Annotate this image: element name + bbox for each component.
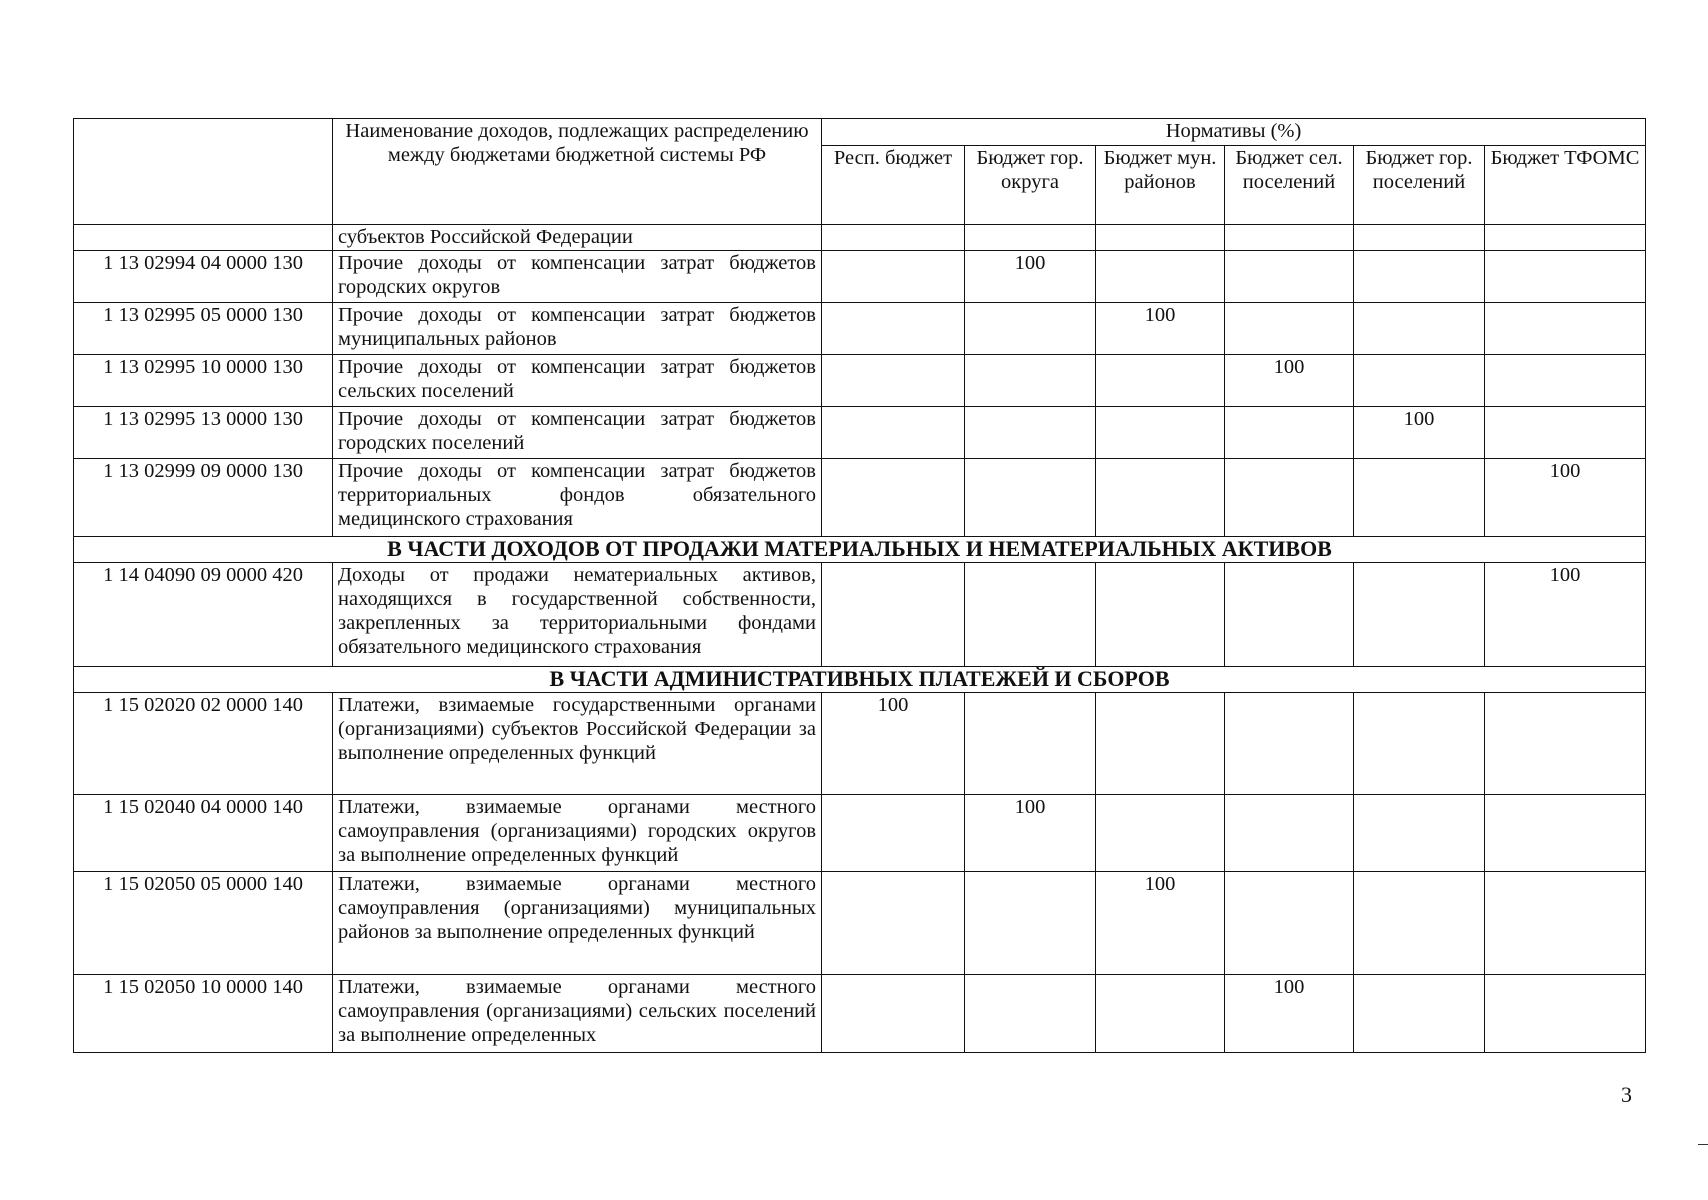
- name-cell: Платежи, взимаемые органами местного самоуправления (организациями) муниципальных районов за выполнение определенных функций: [333, 872, 822, 975]
- section-title: В ЧАСТИ АДМИНИСТРАТИВНЫХ ПЛАТЕЖЕЙ И СБОРОВ: [74, 667, 1646, 693]
- section-row: [74, 537, 1646, 563]
- value-cell: 100: [1096, 872, 1225, 975]
- table-row: [74, 407, 1646, 459]
- section-title: В ЧАСТИ ДОХОДОВ ОТ ПРОДАЖИ МАТЕРИАЛЬНЫХ И НЕМАТЕРИАЛЬНЫХ АКТИВОВ: [74, 537, 1646, 563]
- code-cell: [74, 225, 333, 251]
- code-cell: 1 15 02050 10 0000 140: [74, 975, 333, 1053]
- code-cell: 1 15 02040 04 0000 140: [74, 795, 333, 872]
- value-cell: 100: [822, 693, 965, 795]
- table-row: [74, 459, 1646, 537]
- header-row-1: [74, 119, 1646, 146]
- col-header-tfoms-budget: Бюджет ТФОМС: [1485, 146, 1646, 225]
- name-cell: Платежи, взимаемые органами местного самоуправления (организациями) городских округов за выполнение определенных функций: [333, 795, 822, 872]
- code-header-cell: [74, 119, 333, 225]
- value-cell: 100: [965, 251, 1096, 303]
- value-cell: 100: [1225, 975, 1354, 1053]
- revenue-norms-table: [73, 118, 1646, 1053]
- value-cell: 100: [1485, 459, 1646, 537]
- name-cell: Платежи, взимаемые органами местного самоуправления (организациями) сельских поселений за выполнение определенных: [333, 975, 822, 1053]
- col-header-urban-settlement-budget: Бюджет гор. поселений: [1354, 146, 1485, 225]
- name-cell: Прочие доходы от компенсации затрат бюджетов муниципальных районов: [333, 303, 822, 355]
- name-cell: Прочие доходы от компенсации затрат бюджетов городских поселений: [333, 407, 822, 459]
- code-cell: 1 15 02050 05 0000 140: [74, 872, 333, 975]
- value-cell: 100: [1225, 355, 1354, 407]
- name-cell: Прочие доходы от компенсации затрат бюджетов сельских поселений: [333, 355, 822, 407]
- name-cell: Доходы от продажи нематериальных активов, находящихся в государственной собственности, закрепленных за территориальными фондами обязательного медицинского страхования: [333, 563, 822, 667]
- table-row: [74, 355, 1646, 407]
- margin-dash: [1698, 1144, 1708, 1145]
- col-header-city-district-budget: Бюджет гор. округа: [965, 146, 1096, 225]
- table-row: [74, 563, 1646, 667]
- col-header-resp-budget: Респ. бюджет: [822, 146, 965, 225]
- code-cell: 1 13 02995 13 0000 130: [74, 407, 333, 459]
- value-cell: 100: [1485, 563, 1646, 667]
- col-header-rural-settlement-budget: Бюджет сел. поселений: [1225, 146, 1354, 225]
- table-row: [74, 225, 1646, 251]
- value-cell: 100: [965, 795, 1096, 872]
- name-cell: субъектов Российской Федерации: [333, 225, 822, 251]
- name-cell: Платежи, взимаемые государственными органами (организациями) субъектов Российской Федерации за выполнение определенных функций: [333, 693, 822, 795]
- table-row: [74, 795, 1646, 872]
- table-row: [74, 872, 1646, 975]
- table-row: [74, 303, 1646, 355]
- table-row: [74, 251, 1646, 303]
- name-cell: Прочие доходы от компенсации затрат бюджетов городских округов: [333, 251, 822, 303]
- code-cell: 1 14 04090 09 0000 420: [74, 563, 333, 667]
- code-cell: 1 15 02020 02 0000 140: [74, 693, 333, 795]
- code-cell: 1 13 02995 10 0000 130: [74, 355, 333, 407]
- value-cell: 100: [1096, 303, 1225, 355]
- name-header: Наименование доходов, подлежащих распределению между бюджетами бюджетной системы РФ: [333, 119, 822, 225]
- code-cell: 1 13 02995 05 0000 130: [74, 303, 333, 355]
- code-cell: 1 13 02994 04 0000 130: [74, 251, 333, 303]
- section-row: [74, 667, 1646, 693]
- col-header-municipal-district-budget: Бюджет мун. районов: [1096, 146, 1225, 225]
- value-cell: 100: [1354, 407, 1485, 459]
- name-cell: Прочие доходы от компенсации затрат бюджетов территориальных фондов обязательного медицинского страхования: [333, 459, 822, 537]
- table-row: [74, 693, 1646, 795]
- code-cell: 1 13 02999 09 0000 130: [74, 459, 333, 537]
- page-number: 3: [1621, 1082, 1632, 1107]
- norms-header: Нормативы (%): [822, 119, 1646, 146]
- table-row: [74, 975, 1646, 1053]
